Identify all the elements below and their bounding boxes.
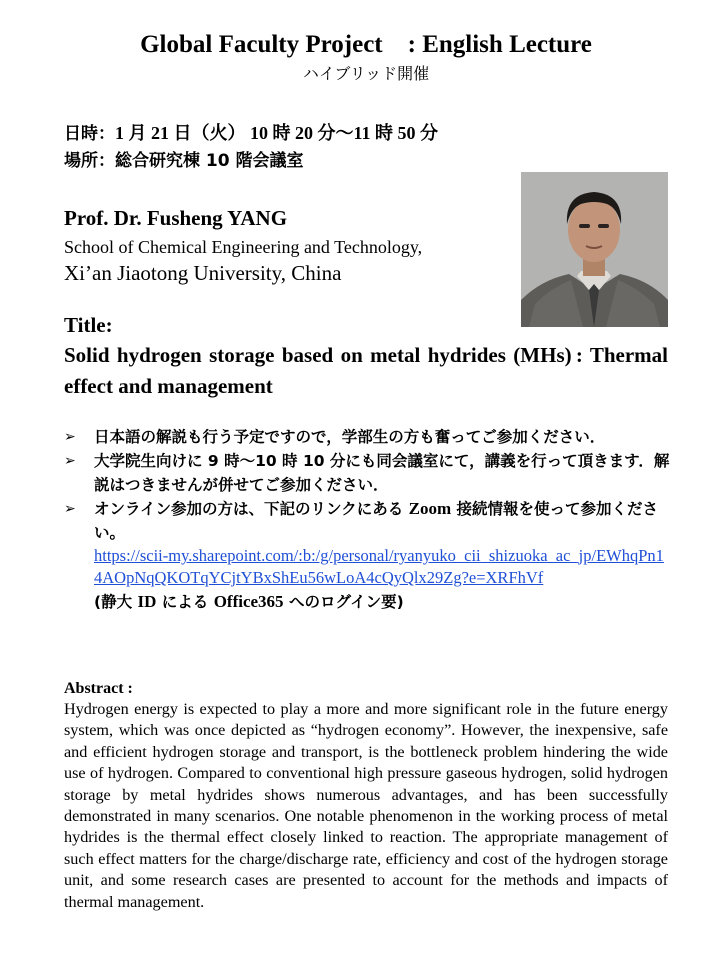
login-note-b: による (156, 593, 214, 611)
list-item (64, 497, 672, 615)
login-note-office: Office365 (213, 592, 284, 611)
speaker-university: Xi’an Jiaotong University, China (64, 261, 342, 285)
date-label: 日時： (64, 124, 115, 144)
login-note-c: へのログイン要) (283, 593, 404, 611)
note-online-b: 接続情報を使って参加ください。 (94, 500, 659, 542)
notes-list (64, 425, 672, 615)
abstract-label: Abstract : (64, 680, 133, 697)
abstract-text: Hydrogen energy is expected to play a more and more significant role in the future energy system, which was once depicted as “hydrogen economy”. However, the inexpensive, safe and efficient hydrogen storage and transport, is the bottleneck problem hindering the wide use of hydrogen. Compared to conventional high pressure gaseous hydrogen, solid hydrogen storage by metal hydrides shows numerous advantages, and has been successfully demonstrated in many scenarios. One notable phenomenon in the working process of metal hydrides is the thermal effect closely linked to reaction. The appropriate management of such effect matters for the charge/discharge rate, efficiency and cost of the hydrogen storage unit, and some research cases are presented to account for the methods and impacts of thermal management. (64, 700, 668, 911)
zoom-info-link[interactable]: https://scii-my.sharepoint.com/:b:/g/personal/ryanyuko_cii_shizuoka_ac_jp/EWhqPn14AOpNqQKOTqYCjtYBxShEu56wLoA4cQyQlx29Zg?e=XRFhVf (94, 546, 664, 587)
talk-title-label: Title: (64, 313, 113, 337)
speaker-photo (521, 172, 668, 327)
note-graduate-lecture: 大学院生向けに 9 時〜10 時 10 分にも同会議室にて，講義を行って頂きます．解説はつきませんが併せてご参加ください． (94, 452, 670, 494)
place-label: 場所： (64, 151, 115, 171)
login-note (94, 589, 672, 615)
page-title: Global Faculty Project : English Lecture (140, 31, 592, 58)
arrow-bullet-icon: ➢ (64, 501, 76, 517)
note-online-a: オンライン参加の方は、下記のリンクにある (94, 500, 409, 518)
note-online-zoom: Zoom (408, 499, 452, 518)
page-subtitle: ハイブリッド開催 (302, 64, 430, 83)
arrow-bullet-icon: ➢ (64, 453, 76, 469)
date-line (64, 121, 438, 146)
speaker-school: School of Chemical Engineering and Technology, (64, 237, 423, 257)
arrow-bullet-icon: ➢ (64, 429, 76, 445)
talk-title: Solid hydrogen storage based on metal hydrides (MHs) : Thermal effect and management (64, 343, 668, 398)
place-value: 総合研究棟 10 階会議室 (115, 151, 304, 171)
speaker-portrait-icon (521, 172, 668, 327)
place-line (64, 148, 304, 173)
list-item (64, 449, 672, 497)
note-japanese-commentary: 日本語の解説も行う予定ですので，学部生の方も奮ってご参加ください． (94, 428, 606, 446)
list-item (64, 425, 672, 449)
login-note-a: (静大 (94, 593, 138, 611)
speaker-name: Prof. Dr. Fusheng YANG (64, 206, 288, 230)
login-note-id: ID (137, 592, 157, 611)
date-value: 1 月 21 日（火） 10 時 20 分〜11 時 50 分 (115, 123, 439, 143)
